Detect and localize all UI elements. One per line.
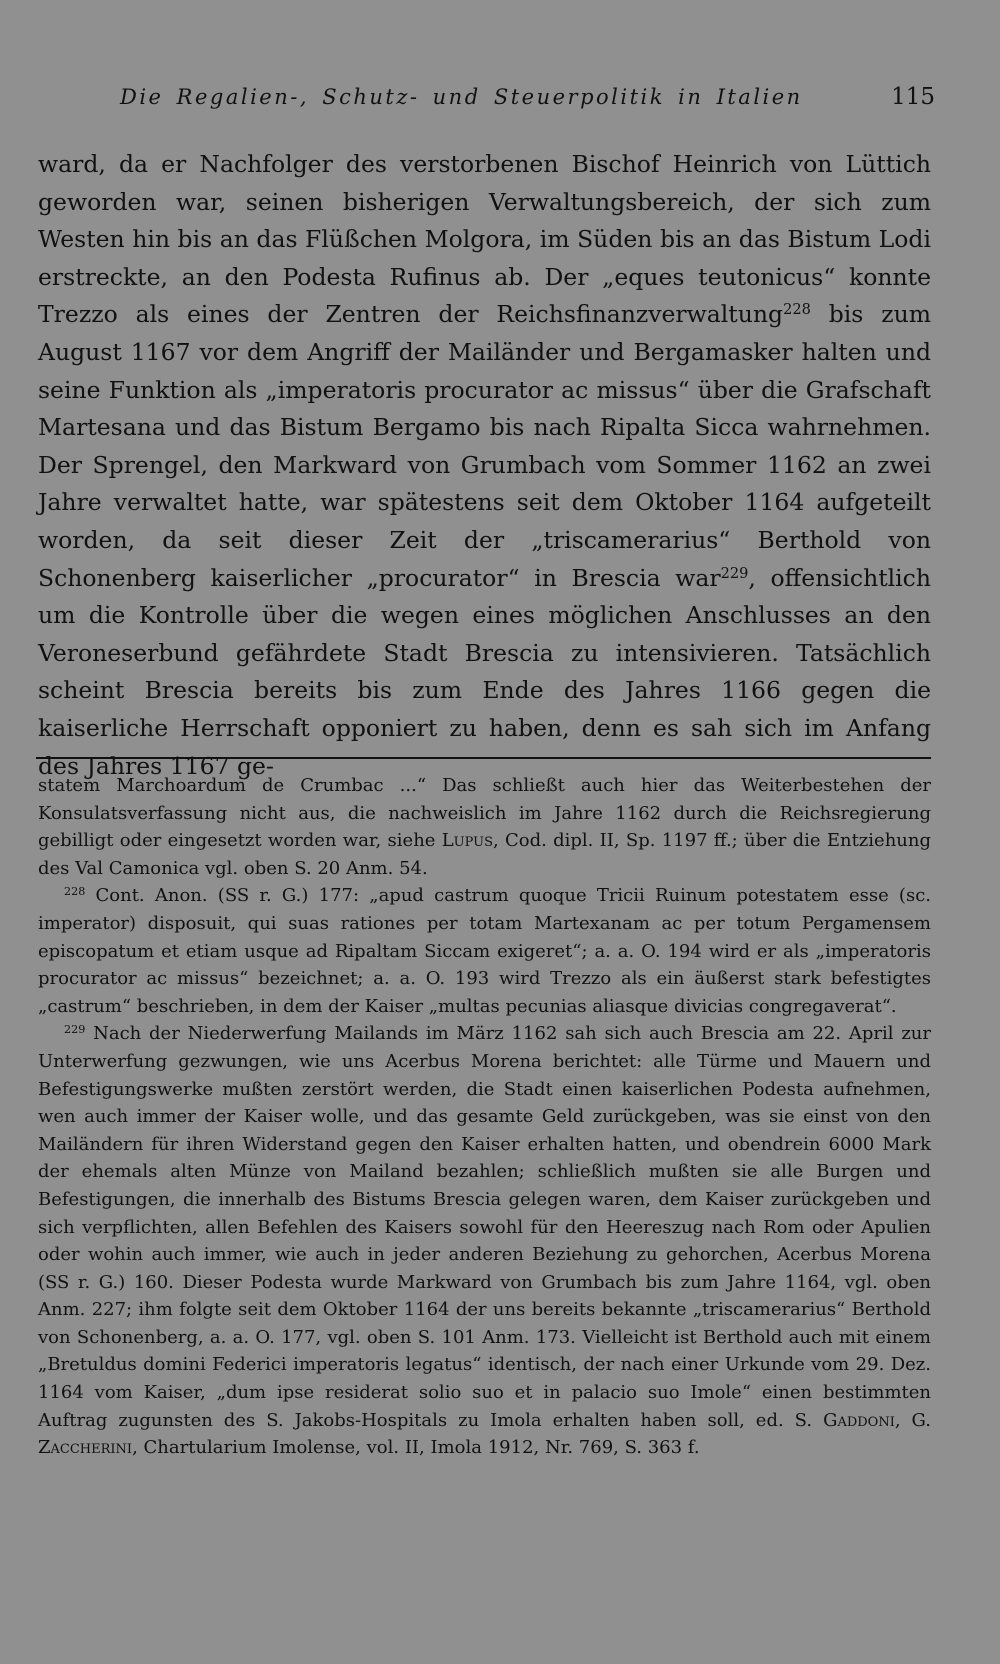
footnotes <box>38 772 931 1462</box>
footnote-228-text: Cont. Anon. (SS r. G.) 177: „apud castrum quoque Tricii Ruinum potestatem esse (sc. imperator) disposuit, qui suas rationes per totam Martexanam ac per totum Pergamensem episcopatum et etiam usque ad Ripaltam Siccam exigeret“; a. a. O. 194 wird er als „imperatoris procurator ac missus“ bezeichnet; a. a. O. 193 wird Trezzo als ein äußerst stark befestigtes „castrum“ beschrieben, in dem der Kaiser „multas pecunias aliasque divicias congregaverat“. <box>38 885 931 1017</box>
footnote-ref-229: 229 <box>720 564 749 582</box>
footnote-author-gaddoni: Gaddoni <box>823 1409 895 1431</box>
main-paragraph <box>38 146 931 785</box>
footnote-author-lupus: Lupus <box>441 830 494 852</box>
running-title: Die Regalien-, Schutz- und Steuerpolitik in Italien <box>120 85 803 109</box>
footnote-229 <box>38 1020 931 1462</box>
footnote-continuation <box>38 772 931 882</box>
footnote-divider <box>36 757 931 759</box>
footnote-229-number: 229 <box>64 1023 86 1037</box>
footnote-229-text-mid: , G. <box>894 1409 932 1431</box>
footnote-229-text-b: , Chartularium Imolense, vol. II, Imola 1912, Nr. 769, S. 363 f. <box>132 1437 700 1459</box>
page-number: 115 <box>891 84 935 110</box>
main-text <box>38 146 931 785</box>
footnote-author-zaccherini: Zaccherini <box>38 1437 133 1459</box>
footnote-ref-228: 228 <box>783 301 811 319</box>
main-text-part-2: bis zum August 1167 vor dem Angriff der Mailänder und Bergamasker halten und seine Funktion als „imperatoris procurator ac missus“ über die Grafschaft Martesana und das Bistum Bergamo bis nach Ripalta Sicca wahrnehmen. Der Sprengel, den Markward von Grumbach vom Sommer 1162 an zwei Jahre verwaltet hatte, war spätestens seit dem Oktober 1164 aufgeteilt worden, da seit dieser Zeit der „triscamerarius“ Berthold von Schonenberg kaiserlicher „procurator“ in Brescia war <box>38 300 931 592</box>
main-text-part-1: ward, da er Nachfolger des verstorbenen Bischof Heinrich von Lüttich geworden war, seinen bisherigen Verwaltungsbereich, der sich zum Westen hin bis an das Flüßchen Molgora, im Süden bis an das Bistum Lodi erstreckte, an den Podesta Rufinus ab. Der „eques teutonicus“ konnte Trezzo als eines der Zentren der Reichsfinanzverwaltung <box>38 150 931 329</box>
footnote-228 <box>38 882 931 1020</box>
page-header <box>120 84 935 124</box>
footnote-continuation-text-b: , Cod. dipl. II, Sp. 1197 ff.; über die Entziehung des Val Camonica vgl. oben S. 20 Anm. 54. <box>38 830 931 879</box>
footnote-229-text-a: Nach der Niederwerfung Mailands im März 1162 sah sich auch Brescia am 22. April zur Unterwerfung gezwungen, wie uns Acerbus Morena berichtet: alle Türme und Mauern und Befestigungswerke mußten zerstört werden, die Stadt einen kaiserlichen Podesta aufnehmen, wen auch immer der Kaiser wolle, und das gesamte Geld zurückgeben, was sie einst von den Mailändern für ihren Widerstand gegen den Kaiser erhalten hatten, und obendrein 6000 Mark der ehemals alten Münze von Mailand bezahlen; schließlich mußten sie alle Burgen und Befestigungen, die innerhalb des Bistums Brescia gelegen waren, dem Kaiser zurückgeben und sich verpflichten, allen Befehlen des Kaisers sowohl für den Heereszug nach Rom oder Apulien oder wohin auch immer, wie auch in jeder anderen Beziehung zu gehorchen, Acerbus Morena (SS r. G.) 160. Dieser Podesta wurde Markward von Grumbach bis zum Jahre 1164, vgl. oben Anm. 227; ihm folgte seit dem Oktober 1164 der uns bereits bekannte „triscamerarius“ Berthold von Schonenberg, a. a. O. 177, vgl. oben S. 101 Anm. 173. Vielleicht ist Berthold auch mit einem „Bretuldus domini Federici imperatoris legatus“ identisch, der nach einer Urkunde vom 29. Dez. 1164 vom Kaiser, „dum ipse residerat solio suo et in palacio suo Imole“ einen bestimmten Auftrag zugunsten des S. Jakobs-Hospitals zu Imola erhalten haben soll, ed. S. <box>38 1023 931 1431</box>
footnote-228-number: 228 <box>64 885 86 899</box>
footnote-continuation-text-a: statem Marchoardum de Crumbac ...“ Das schließt auch hier das Weiterbestehen der Konsulatsverfassung nicht aus, die nachweislich im Jahre 1162 durch die Reichsregierung gebilligt oder eingesetzt worden war, siehe <box>38 775 931 852</box>
main-text-part-3: , offensichtlich um die Kontrolle über die wegen eines möglichen Anschlusses an den Veroneserbund gefährdete Stadt Brescia zu intensivieren. Tatsächlich scheint Brescia bereits bis zum Ende des Jahres 1166 gegen die kaiserliche Herrschaft opponiert zu haben, denn es sah sich im Anfang des Jahres 1167 ge- <box>38 563 931 780</box>
